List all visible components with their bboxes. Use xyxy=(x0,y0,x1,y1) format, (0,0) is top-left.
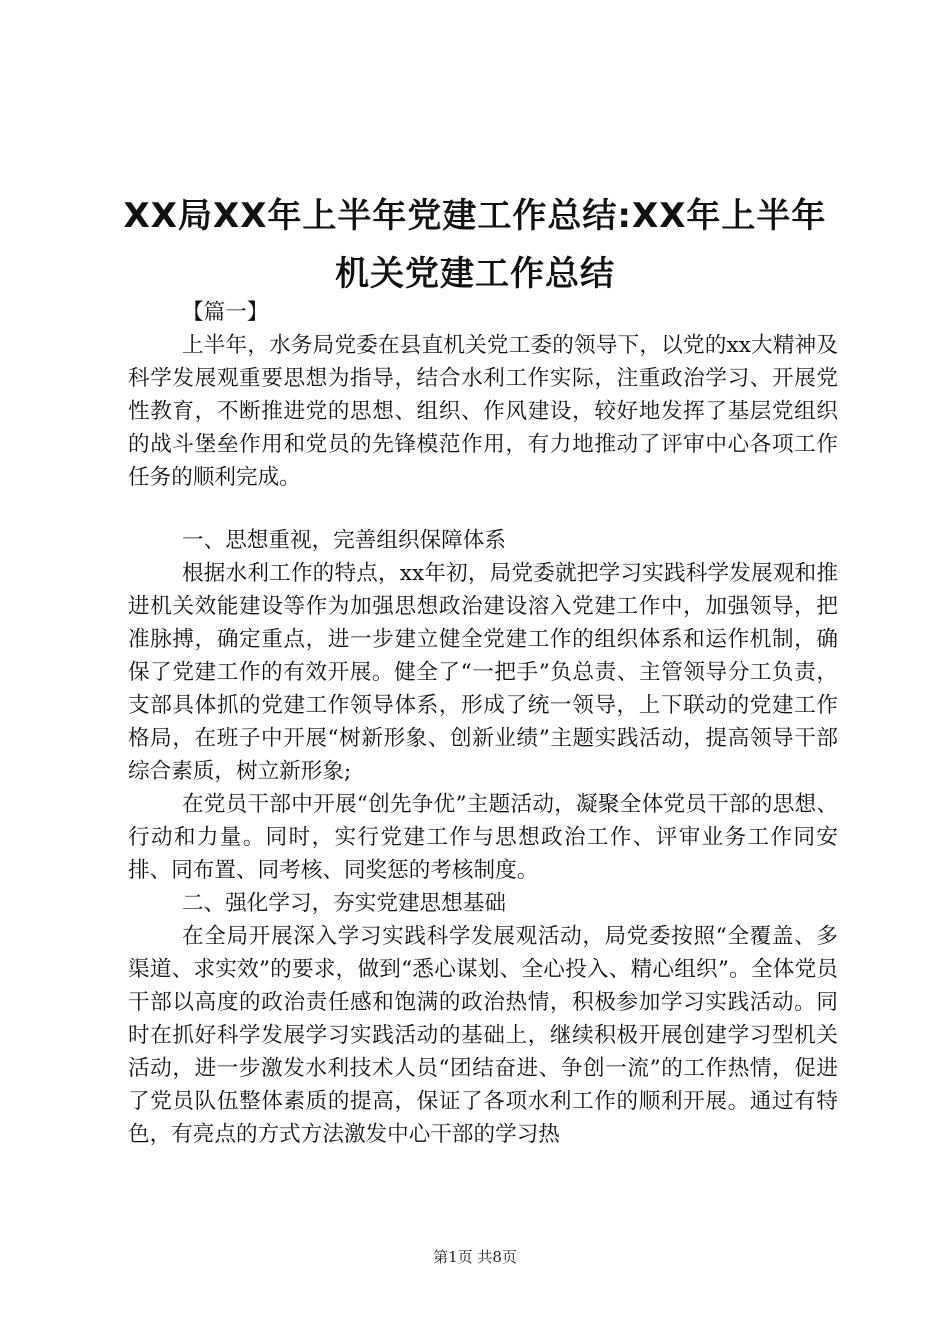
paragraph-3: 在全局开展深入学习实践科学发展观活动，局党委按照“全覆盖、多渠道、求实效”的要求，做到“悉心谋划、全心投入、精心组织”。全体党员干部以高度的政治责任感和饱满的政治热情，积极参加学习实践活动。同时在抓好科学发展学习实践活动的基础上，继续积极开展创建学习型机关活动，进一步激发水利技术人员“团结奋进、争创一流”的工作热情，促进了党员队伍整体素质的提高，保证了各项水利工作的顺利开展。通过有特色，有亮点的方式方法激发中心干部的学习热 xyxy=(128,924,838,1147)
intro-paragraph: 上半年，水务局党委在县直机关党工委的领导下，以党的xx大精神及科学发展观重要思想为指导，结合水利工作实际，注重政治学习、开展党性教育，不断推进党的思想、组织、作风建设，较好地发挥了基层党组织的战斗堡垒作用和党员的先锋模范作用，有力地推动了评审中心各项工作任务的顺利完成。 xyxy=(128,333,838,490)
paragraph-2: 在党员干部中开展“创先争优”主题活动，凝聚全体党员干部的思想、行动和力量。同时，实行党建工作与思想政治工作、评审业务工作同安排、同布置、同考核、同奖惩的考核制度。 xyxy=(128,792,838,883)
paragraph-1: 根据水利工作的特点，xx年初，局党委就把学习实践科学发展观和推进机关效能建设等作为加强思想政治建设溶入党建工作中，加强领导，把准脉搏，确定重点，进一步建立健全党建工作的组织体系和运作机制，确保了党建工作的有效开展。健全了“一把手”负总责、主管领导分工负责，支部具体抓的党建工作领导体系，形成了统一领导，上下联动的党建工作格局，在班子中开展“树新形象、创新业绩”主题实践活动，提高领导干部综合素质，树立新形象; xyxy=(128,561,838,784)
section-heading-1: 一、思想重视，完善组织保障体系 xyxy=(182,528,506,553)
paragraph-gap xyxy=(128,494,838,524)
page-footer: 第1页 共8页 xyxy=(433,1248,517,1266)
section-heading-2: 二、强化学习，夯实党建思想基础 xyxy=(182,891,506,916)
document-title-line-2: 机关党建工作总结 xyxy=(335,254,615,294)
document-title-line-1: XX局XX年上半年党建工作总结:XX年上半年 xyxy=(123,196,827,236)
section-label: 【篇一】 xyxy=(182,300,269,325)
document-body xyxy=(128,296,838,1151)
